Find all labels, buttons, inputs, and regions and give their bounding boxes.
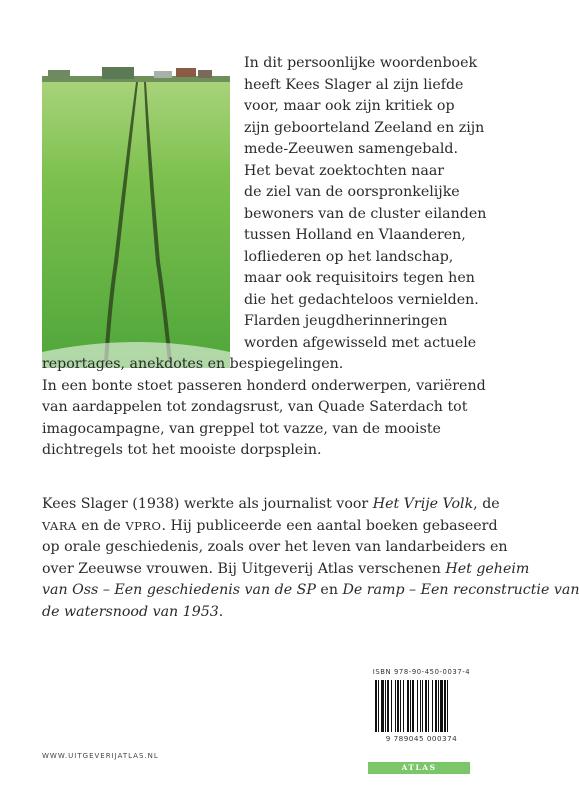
barcode-bar [395, 680, 396, 732]
blurb-line: mede-Zeeuwen samengebald. [244, 141, 458, 157]
barcode-bar [420, 680, 421, 732]
barcode-bar [444, 680, 446, 732]
barcode-bar [428, 680, 429, 732]
barcode-bar [432, 680, 433, 732]
barcode-bar [447, 680, 448, 732]
blurb-line: voor, maar ook zijn kritiek op [244, 98, 455, 114]
bio-text: . Hij publiceerde een aantal boeken gebaseerd [161, 517, 498, 534]
publisher-logo-band: ATLAS [368, 762, 470, 774]
bio-title-italic: Het geheim [445, 560, 530, 577]
blurb-line: lofliederen op het landschap, [244, 248, 454, 265]
barcode-bar [407, 680, 409, 732]
isbn-label: ISBN 978-90-450-0037-4 [372, 668, 471, 676]
barcode-bar [397, 680, 399, 732]
blurb-line: bewoners van de cluster eilanden [244, 205, 487, 222]
bio-line [42, 602, 482, 624]
blurb-line: Flarden jeugdherinneringen [244, 313, 448, 329]
barcode-bar [412, 680, 414, 732]
blurb-line: imagocampagne, van greppel tot vazze, van de mooiste [42, 420, 441, 437]
bio-text: Kees Slager (1938) werkte als journalist voor [42, 496, 373, 512]
broadcaster-name: VARA [42, 518, 77, 533]
bio-line: op orale geschiedenis, zoals over het leven van landarbeiders en [42, 539, 508, 555]
blurb-line: Het bevat zoektochten naar [244, 162, 445, 179]
bio-line [42, 559, 530, 581]
barcode-bar [425, 680, 427, 732]
barcode-digits: 9 789045 000374 [385, 734, 458, 743]
bio-line [42, 494, 500, 516]
bio-line [42, 580, 579, 602]
blurb-line: worden afgewisseld met actuele [244, 334, 477, 351]
bio-title-italic: de watersnood van 1953 [42, 603, 219, 620]
barcode [374, 680, 472, 732]
bio-text: , de [473, 496, 500, 512]
blurb-paragraph-top [244, 53, 487, 354]
cover-photo-wheat-field [42, 62, 230, 368]
blurb-line: dichtregels tot het mooiste dorpsplein. [42, 442, 322, 458]
bio-title-italic: De ramp – Een reconstructie van [342, 582, 579, 598]
blurb-line: zijn geboorteland Zeeland en zijn [244, 119, 485, 136]
barcode-bar [385, 680, 386, 732]
barcode-bar [410, 680, 411, 732]
barcode-bar [375, 680, 377, 732]
bio-title-italic: Het Vrije Volk [372, 496, 474, 512]
isbn-barcode-block [368, 668, 475, 748]
blurb-line: heeft Kees Slager al zijn liefde [244, 76, 464, 93]
blurb-line: tussen Holland en Vlaanderen, [244, 227, 466, 243]
blurb-line: In dit persoonlijke woordenboek [244, 55, 478, 71]
blurb-paragraph-bottom [42, 354, 486, 462]
blurb-line: maar ook requisitoirs tegen hen [244, 270, 475, 286]
blurb-line: reportages, anekdotes en bespiegelingen. [42, 356, 344, 372]
barcode-bar [435, 680, 437, 732]
bio-text: . [218, 603, 224, 620]
bio-text: en de [76, 517, 126, 534]
bio-title-italic: van Oss – Een geschiedenis van de SP [42, 582, 316, 598]
barcode-bar [387, 680, 389, 732]
author-bio [42, 494, 579, 623]
blurb-line: de ziel van de oorspronkelijke [244, 184, 460, 200]
barcode-bar [440, 680, 443, 732]
bio-text: en [315, 582, 343, 598]
barcode-bar [417, 680, 418, 732]
blurb-line: In een bonte stoet passeren honderd onderwerpen, variërend [42, 377, 486, 394]
bio-line [42, 516, 498, 538]
blurb-line: van aardappelen tot zondagsrust, van Quade Saterdach tot [42, 399, 468, 415]
barcode-bar [378, 680, 379, 732]
barcode-bar [391, 680, 392, 732]
blurb-line: die het gedachteloos vernielden. [244, 291, 479, 308]
barcode-bar [381, 680, 384, 732]
broadcaster-name: VPRO [125, 518, 162, 533]
barcode-bar [403, 680, 404, 732]
barcode-bar [422, 680, 423, 732]
publisher-website: WWW.UITGEVERIJATLAS.NL [42, 752, 159, 760]
barcode-bar [400, 680, 401, 732]
barcode-bar [438, 680, 439, 732]
bio-text: over Zeeuwse vrouwen. Bij Uitgeverij Atlas verschenen [42, 560, 446, 577]
